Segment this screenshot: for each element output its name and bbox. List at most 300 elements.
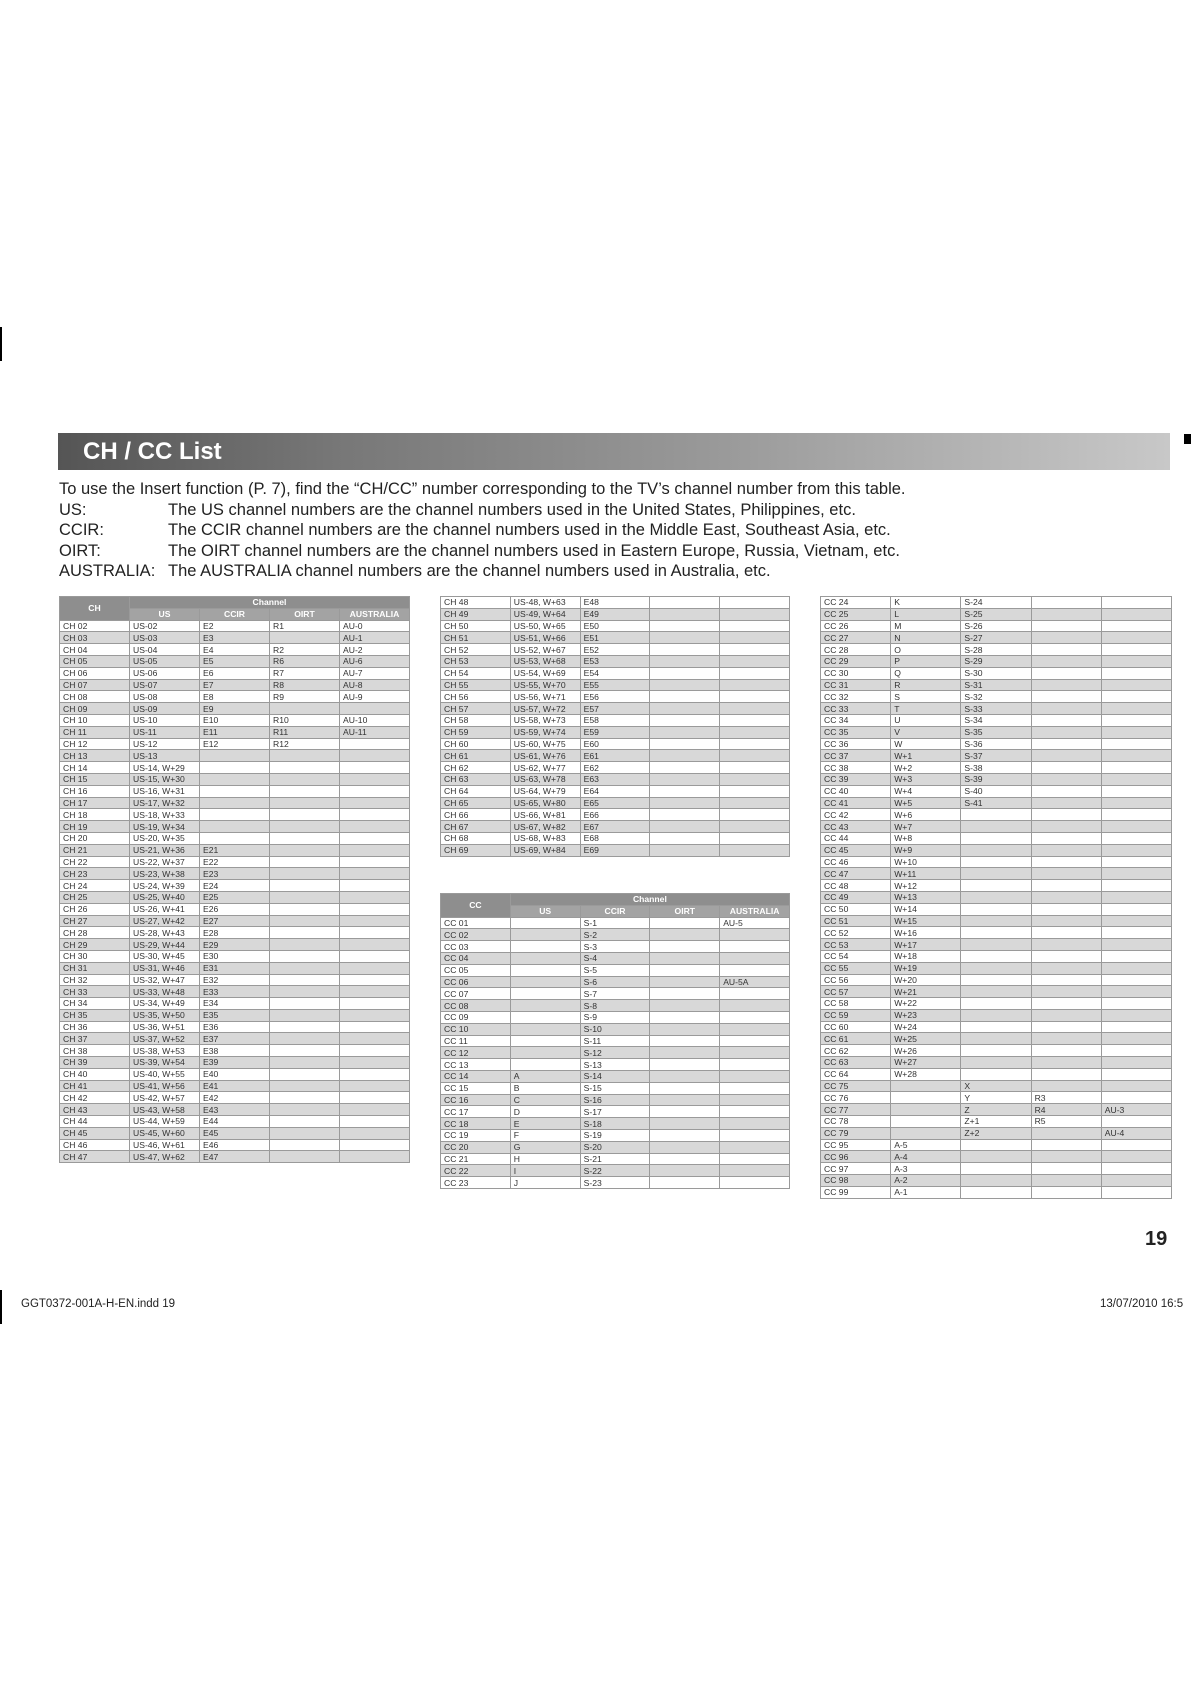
table-cell: E61 <box>580 750 650 762</box>
table-row <box>441 1070 790 1082</box>
table-cell <box>1031 903 1101 915</box>
table-cell: H <box>510 1153 580 1165</box>
table-cell <box>961 1163 1031 1175</box>
table-cell <box>720 1011 790 1023</box>
header-channel: Channel <box>130 597 410 609</box>
table-cell <box>200 773 270 785</box>
table-row <box>60 1127 410 1139</box>
table-cell: R11 <box>270 726 340 738</box>
table-cell: CH 47 <box>60 1151 130 1163</box>
table-cell: AU-5 <box>720 917 790 929</box>
table-row <box>821 891 1172 903</box>
table-cell: R2 <box>270 644 340 656</box>
table-cell: M <box>891 620 961 632</box>
table-cell <box>1101 809 1171 821</box>
header-ccir: CCIR <box>580 905 650 917</box>
table-cell: E55 <box>580 679 650 691</box>
table-cell <box>1101 1186 1171 1198</box>
table-row <box>441 821 790 833</box>
table-cell: US-12 <box>130 738 200 750</box>
table-cell: W+10 <box>891 856 961 868</box>
table-cell: US-31, W+46 <box>130 962 200 974</box>
table-cell: CC 60 <box>821 1021 891 1033</box>
table-cell <box>340 738 410 750</box>
table-cell: CC 42 <box>821 809 891 821</box>
table-cell <box>720 773 790 785</box>
table-cell: S-40 <box>961 785 1031 797</box>
table-cell <box>510 929 580 941</box>
table-row <box>821 1045 1172 1057</box>
table-cell: CH 25 <box>60 891 130 903</box>
table-cell <box>270 773 340 785</box>
table-cell <box>510 1023 580 1035</box>
table-cell: CC 79 <box>821 1127 891 1139</box>
table-cell <box>510 964 580 976</box>
table-cell: E36 <box>200 1021 270 1033</box>
table-cell <box>340 903 410 915</box>
table-cell <box>1101 608 1171 620</box>
table-row <box>60 974 410 986</box>
table-cell: E9 <box>200 703 270 715</box>
table-row <box>821 1151 1172 1163</box>
table-cell <box>510 1047 580 1059</box>
table-cell <box>650 1070 720 1082</box>
table-cell <box>720 703 790 715</box>
table-cell <box>720 1177 790 1189</box>
table-cell: AU-8 <box>340 679 410 691</box>
table-cell <box>650 1011 720 1023</box>
table-row <box>60 644 410 656</box>
table-cell <box>650 1094 720 1106</box>
table-row <box>821 750 1172 762</box>
table-cell: S-33 <box>961 703 1031 715</box>
table-cell <box>720 941 790 953</box>
header-oirt: OIRT <box>270 608 340 620</box>
table-cell <box>720 832 790 844</box>
table-cell <box>720 1165 790 1177</box>
table-cell <box>720 691 790 703</box>
table-row <box>60 750 410 762</box>
table-cell: I <box>510 1165 580 1177</box>
table-cell <box>270 797 340 809</box>
definition-desc: The CCIR channel numbers are the channel numbers used in the Middle East, Southeast Asia, etc. <box>168 521 891 540</box>
table-cell: AU-5A <box>720 976 790 988</box>
table-cell <box>650 632 720 644</box>
table-cell <box>1101 927 1171 939</box>
table-cell <box>270 891 340 903</box>
table-cell: S-12 <box>580 1047 650 1059</box>
cc-table-1-body <box>441 917 790 1188</box>
table-cell: CC 06 <box>441 976 511 988</box>
table-cell: E34 <box>200 998 270 1010</box>
table-cell: E4 <box>200 644 270 656</box>
table-cell: CH 45 <box>60 1127 130 1139</box>
table-cell: US-15, W+30 <box>130 773 200 785</box>
table-cell: E60 <box>580 738 650 750</box>
table-cell <box>1031 844 1101 856</box>
table-cell: CH 39 <box>60 1057 130 1069</box>
table-cell <box>650 597 720 609</box>
table-row <box>441 964 790 976</box>
table-cell <box>720 1153 790 1165</box>
table-cell: S-35 <box>961 726 1031 738</box>
table-cell <box>1031 1163 1101 1175</box>
table-row <box>821 1139 1172 1151</box>
table-cell: CC 57 <box>821 986 891 998</box>
table-cell <box>340 1116 410 1128</box>
table-row <box>821 1186 1172 1198</box>
table-cell: W+23 <box>891 1009 961 1021</box>
table-row <box>441 1035 790 1047</box>
table-row <box>441 726 790 738</box>
table-row <box>60 915 410 927</box>
footer-date: 13/07/2010 16:5 <box>1100 1298 1184 1310</box>
table-cell: CC 50 <box>821 903 891 915</box>
table-cell: S-34 <box>961 714 1031 726</box>
table-cell: W+24 <box>891 1021 961 1033</box>
table-cell: CH 12 <box>60 738 130 750</box>
table-cell <box>650 809 720 821</box>
table-cell: AU-2 <box>340 644 410 656</box>
table-cell: CH 14 <box>60 762 130 774</box>
ch-table-2-body <box>441 597 790 857</box>
table-row <box>821 691 1172 703</box>
table-row <box>821 832 1172 844</box>
table-cell: US-25, W+40 <box>130 891 200 903</box>
table-cell <box>1101 797 1171 809</box>
table-cell <box>340 1068 410 1080</box>
table-cell: CC 22 <box>441 1165 511 1177</box>
table-cell <box>1031 703 1101 715</box>
table-cell: W+13 <box>891 891 961 903</box>
table-cell <box>961 821 1031 833</box>
table-cell: US-54, W+69 <box>510 667 580 679</box>
table-cell: S-8 <box>580 1000 650 1012</box>
table-cell: E69 <box>580 844 650 856</box>
table-cell: E8 <box>200 691 270 703</box>
table-cell: CC 25 <box>821 608 891 620</box>
table-cell: CH 27 <box>60 915 130 927</box>
table-cell <box>650 785 720 797</box>
table-cell: US-26, W+41 <box>130 903 200 915</box>
cc-table-1 <box>440 893 790 1189</box>
table-cell: US-10 <box>130 714 200 726</box>
table-cell: CC 49 <box>821 891 891 903</box>
table-cell: CH 13 <box>60 750 130 762</box>
table-cell <box>1101 655 1171 667</box>
table-cell: E5 <box>200 655 270 667</box>
table-cell: P <box>891 655 961 667</box>
table-cell <box>650 988 720 1000</box>
table-cell <box>340 762 410 774</box>
table-cell: US-05 <box>130 655 200 667</box>
ch-table-2 <box>440 596 790 857</box>
table-cell: W+14 <box>891 903 961 915</box>
table-cell: US-33, W+48 <box>130 986 200 998</box>
table-cell: US-52, W+67 <box>510 644 580 656</box>
table-row <box>60 679 410 691</box>
table-cell: E39 <box>200 1057 270 1069</box>
table-cell <box>650 1047 720 1059</box>
table-cell <box>270 962 340 974</box>
table-cell <box>1101 1045 1171 1057</box>
table-cell: S-10 <box>580 1023 650 1035</box>
table-cell: W+11 <box>891 868 961 880</box>
table-cell <box>650 620 720 632</box>
table-cell <box>270 1139 340 1151</box>
table-cell <box>1031 880 1101 892</box>
table-cell: CC 09 <box>441 1011 511 1023</box>
header-ccir: CCIR <box>200 608 270 620</box>
table-cell: CH 23 <box>60 868 130 880</box>
table-cell: S-28 <box>961 644 1031 656</box>
table-cell: E22 <box>200 856 270 868</box>
table-cell <box>1101 762 1171 774</box>
table-cell <box>961 939 1031 951</box>
table-cell: A-2 <box>891 1175 961 1187</box>
table-row <box>441 1047 790 1059</box>
table-cell: US-18, W+33 <box>130 809 200 821</box>
table-cell <box>270 1127 340 1139</box>
table-row <box>441 844 790 856</box>
table-cell <box>891 1116 961 1128</box>
table-cell: W+16 <box>891 927 961 939</box>
table-cell <box>1101 1009 1171 1021</box>
table-cell: CC 13 <box>441 1059 511 1071</box>
table-cell: O <box>891 644 961 656</box>
table-cell <box>720 620 790 632</box>
table-cell: D <box>510 1106 580 1118</box>
table-cell <box>1101 714 1171 726</box>
table-cell: CC 48 <box>821 880 891 892</box>
table-cell <box>340 962 410 974</box>
table-cell: CH 24 <box>60 880 130 892</box>
table-cell <box>650 762 720 774</box>
footer-file-name: GGT0372-001A-H-EN.indd 19 <box>21 1298 176 1310</box>
table-cell: CC 43 <box>821 821 891 833</box>
table-cell: W+12 <box>891 880 961 892</box>
table-cell <box>510 1011 580 1023</box>
table-cell: CH 42 <box>60 1092 130 1104</box>
table-cell: CC 53 <box>821 939 891 951</box>
table-cell <box>961 998 1031 1010</box>
table-cell: E43 <box>200 1104 270 1116</box>
table-cell: E24 <box>200 880 270 892</box>
table-cell: W+22 <box>891 998 961 1010</box>
table-cell: CC 17 <box>441 1106 511 1118</box>
table-cell: S-29 <box>961 655 1031 667</box>
table-row <box>60 632 410 644</box>
table-cell <box>200 809 270 821</box>
table-cell: US-38, W+53 <box>130 1045 200 1057</box>
table-cell <box>340 856 410 868</box>
table-cell <box>270 750 340 762</box>
table-cell: CH 60 <box>441 738 511 750</box>
table-cell: CC 44 <box>821 832 891 844</box>
table-cell <box>340 950 410 962</box>
table-cell <box>1101 703 1171 715</box>
table-cell <box>270 880 340 892</box>
table-cell <box>510 1000 580 1012</box>
table-cell <box>720 929 790 941</box>
table-cell <box>340 809 410 821</box>
table-cell: US-07 <box>130 679 200 691</box>
table-cell <box>340 832 410 844</box>
table-cell: US-21, W+36 <box>130 844 200 856</box>
table-cell: CC 62 <box>821 1045 891 1057</box>
table-cell <box>961 856 1031 868</box>
table-cell: S-22 <box>580 1165 650 1177</box>
table-cell <box>1101 597 1171 609</box>
table-cell: US-44, W+59 <box>130 1116 200 1128</box>
table-cell: CH 46 <box>60 1139 130 1151</box>
table-cell: CH 59 <box>441 726 511 738</box>
table-cell <box>340 868 410 880</box>
table-cell: S-31 <box>961 679 1031 691</box>
table-cell: US-40, W+55 <box>130 1068 200 1080</box>
table-row <box>441 738 790 750</box>
table-cell <box>650 1035 720 1047</box>
table-row <box>60 667 410 679</box>
table-cell: R5 <box>1031 1116 1101 1128</box>
table-cell: US-41, W+56 <box>130 1080 200 1092</box>
table-cell: A-3 <box>891 1163 961 1175</box>
table-row <box>821 927 1172 939</box>
table-cell <box>1101 785 1171 797</box>
table-cell: E62 <box>580 762 650 774</box>
table-cell: CC 41 <box>821 797 891 809</box>
table-cell: R1 <box>270 620 340 632</box>
table-cell <box>650 1118 720 1130</box>
table-row <box>441 1106 790 1118</box>
table-row <box>60 903 410 915</box>
table-cell <box>1101 962 1171 974</box>
table-cell <box>720 1023 790 1035</box>
table-cell <box>1031 856 1101 868</box>
table-cell: CH 10 <box>60 714 130 726</box>
table-cell <box>1101 726 1171 738</box>
table-cell <box>200 832 270 844</box>
table-cell: AU-3 <box>1101 1104 1171 1116</box>
table-cell: CH 52 <box>441 644 511 656</box>
table-cell <box>1031 691 1101 703</box>
crop-mark-right <box>1184 434 1191 444</box>
table-cell <box>720 750 790 762</box>
table-cell <box>270 939 340 951</box>
table-cell <box>961 1151 1031 1163</box>
table-cell <box>650 797 720 809</box>
table-cell <box>1101 679 1171 691</box>
table-cell: E26 <box>200 903 270 915</box>
table-row <box>441 1011 790 1023</box>
table-cell: CC 04 <box>441 952 511 964</box>
table-cell <box>720 1106 790 1118</box>
table-cell: US-56, W+71 <box>510 691 580 703</box>
table-cell <box>340 880 410 892</box>
table-cell <box>961 1068 1031 1080</box>
table-cell: A <box>510 1070 580 1082</box>
table-cell <box>510 976 580 988</box>
table-cell <box>650 1165 720 1177</box>
table-cell <box>1101 856 1171 868</box>
intro-text: To use the Insert function (P. 7), find the “CH/CC” number corresponding to the TV’s channel number from this table. <box>59 480 906 498</box>
table-row <box>441 762 790 774</box>
crop-mark-left <box>0 327 2 361</box>
table-cell <box>650 941 720 953</box>
table-row <box>60 832 410 844</box>
table-cell <box>961 974 1031 986</box>
table-cell: S-26 <box>961 620 1031 632</box>
table-cell: CH 44 <box>60 1116 130 1128</box>
table-row <box>60 844 410 856</box>
table-cell: US-04 <box>130 644 200 656</box>
table-cell <box>340 1033 410 1045</box>
table-cell <box>1101 620 1171 632</box>
table-cell <box>1101 1033 1171 1045</box>
table-cell: V <box>891 726 961 738</box>
table-cell <box>650 929 720 941</box>
table-cell: CC 30 <box>821 667 891 679</box>
table-cell: W+6 <box>891 809 961 821</box>
table-cell: G <box>510 1141 580 1153</box>
table-cell: US-19, W+34 <box>130 821 200 833</box>
table-cell: CC 56 <box>821 974 891 986</box>
table-cell <box>720 785 790 797</box>
table-row <box>441 976 790 988</box>
table-cell: R6 <box>270 655 340 667</box>
table-cell <box>1101 998 1171 1010</box>
table-cell <box>720 738 790 750</box>
table-cell: S-5 <box>580 964 650 976</box>
table-cell <box>340 1151 410 1163</box>
table-cell <box>1101 1163 1171 1175</box>
table-cell: US-20, W+35 <box>130 832 200 844</box>
table-cell <box>510 941 580 953</box>
table-cell <box>720 1070 790 1082</box>
table-cell <box>891 1080 961 1092</box>
table-cell <box>270 1057 340 1069</box>
table-cell: W+27 <box>891 1057 961 1069</box>
table-cell: S-32 <box>961 691 1031 703</box>
table-cell: CH 33 <box>60 986 130 998</box>
table-row <box>441 667 790 679</box>
table-cell <box>720 1082 790 1094</box>
definition-us <box>59 500 1169 521</box>
table-cell: AU-0 <box>340 620 410 632</box>
table-row <box>60 1151 410 1163</box>
table-cell: CH 62 <box>441 762 511 774</box>
table-cell: E64 <box>580 785 650 797</box>
table-row <box>821 1009 1172 1021</box>
table-row <box>60 1021 410 1033</box>
table-cell: E23 <box>200 868 270 880</box>
table-cell: E33 <box>200 986 270 998</box>
table-cell <box>340 915 410 927</box>
table-cell: E54 <box>580 667 650 679</box>
table-cell <box>340 750 410 762</box>
table-row <box>821 998 1172 1010</box>
table-row <box>821 1163 1172 1175</box>
table-cell: J <box>510 1177 580 1189</box>
table-cell: W+4 <box>891 785 961 797</box>
table-row <box>821 903 1172 915</box>
table-cell <box>1031 950 1101 962</box>
definition-term: US: <box>59 500 87 519</box>
table-cell <box>961 844 1031 856</box>
table-cell: CH 66 <box>441 809 511 821</box>
table-row <box>441 1129 790 1141</box>
table-cell: CH 43 <box>60 1104 130 1116</box>
